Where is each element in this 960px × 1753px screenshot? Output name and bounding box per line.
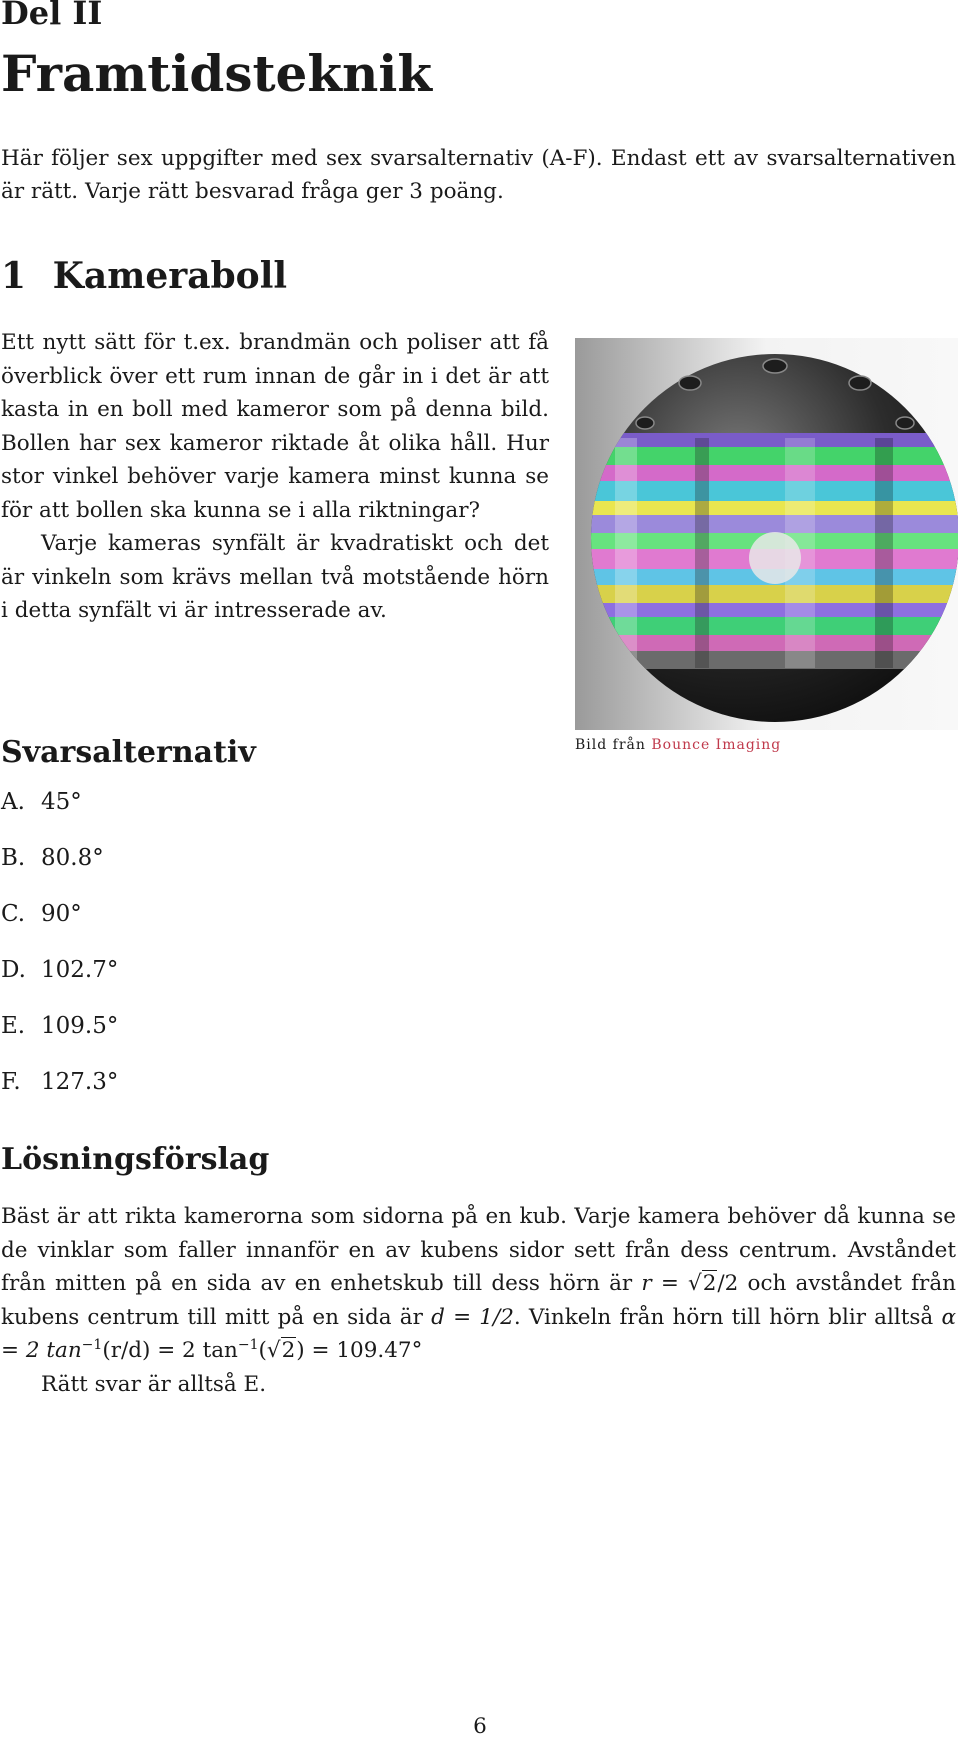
option-value: 102.7° xyxy=(41,957,119,983)
sqrt-symbol: √2 xyxy=(688,1271,717,1296)
sqrt-symbol-2: √2 xyxy=(266,1338,296,1363)
caption-text: Bild från xyxy=(575,737,646,753)
option-letter: E. xyxy=(1,1013,26,1039)
solution-heading: Lösningsförslag xyxy=(1,1142,270,1177)
answers-heading: Svarsalternativ xyxy=(1,735,256,770)
option-letter: D. xyxy=(1,957,26,983)
option-value: 109.5° xyxy=(41,1013,119,1039)
d-expression: d = 1/2 xyxy=(431,1304,514,1330)
option-letter: F. xyxy=(1,1069,21,1095)
section-title: Kameraboll xyxy=(52,255,288,297)
option-value: 90° xyxy=(41,901,82,927)
answer-option-e xyxy=(1,1013,118,1041)
sqrt-radicand: 2 xyxy=(702,1271,717,1296)
section-number: 1 xyxy=(1,255,27,297)
problem-text xyxy=(1,326,549,628)
solution-line-2: och avståndet från kubens centrum till mitt på en sida är xyxy=(1,1271,956,1330)
answer-option-a xyxy=(1,789,82,817)
option-letter: A. xyxy=(1,789,25,815)
camera-ball-photo xyxy=(575,338,958,730)
answer-option-f xyxy=(1,1069,118,1097)
alpha-expression: α = 2 tan xyxy=(1,1304,956,1363)
answer-option-d xyxy=(1,957,118,985)
problem-paragraph-2: Varje kameras synfält är kvadratiskt och det är vinkeln som krävs mellan två motstående hörn i detta synfält vi är intresserade av. xyxy=(1,531,549,623)
alpha-argument: (r/d) = 2 tan xyxy=(102,1338,238,1363)
figure-caption xyxy=(575,737,781,754)
solution-line-3: . Vinkeln från hörn till hörn blir alltså xyxy=(513,1304,934,1330)
solution-line-1: Bäst är att rikta kamerorna som sidorna på en kub. Varje kamera behöver då kunna se de vinklar som faller innanför en av kubens sidor sett från dess centrum. Avståndet från mitten på en sida av en enhetskub till dess hörn är xyxy=(1,1204,956,1296)
section-heading xyxy=(1,255,287,298)
page-number: 6 xyxy=(473,1714,487,1739)
alpha-open-paren: ( xyxy=(258,1338,267,1363)
inverse-exponent: −1 xyxy=(81,1336,103,1353)
intro-paragraph: Här följer sex uppgifter med sex svarsalternativ (A-F). Endast ett av svarsalternativen är rätt. Varje rätt besvarad fråga ger 3 poäng. xyxy=(1,146,956,204)
option-value: 45° xyxy=(41,789,82,815)
r-tail: /2 xyxy=(717,1271,739,1296)
option-value: 127.3° xyxy=(41,1069,119,1095)
option-letter: B. xyxy=(1,845,26,871)
option-letter: C. xyxy=(1,901,26,927)
alpha-result: ) = 109.47° xyxy=(296,1338,423,1363)
caption-source-link[interactable]: Bounce Imaging xyxy=(651,737,782,753)
answer-option-c xyxy=(1,901,82,929)
problem-paragraph-1: Ett nytt sätt för t.ex. brandmän och poliser att få överblick över ett rum innan de går in i det är att kasta in en boll med kameror som på denna bild. Bollen har sex kameror riktade åt olika håll. Hur stor vinkel behöver varje kamera minst kunna se för att bollen ska kunna se i alla riktningar? xyxy=(1,330,549,523)
option-value: 80.8° xyxy=(41,845,104,871)
solution-text xyxy=(1,1200,956,1401)
part-title: Framtidsteknik xyxy=(1,44,433,103)
r-expression: r = xyxy=(641,1271,679,1296)
answer-option-b xyxy=(1,845,104,873)
inverse-exponent-2: −1 xyxy=(237,1336,259,1353)
sqrt-radicand-2: 2 xyxy=(281,1338,296,1363)
solution-paragraph xyxy=(1,1200,956,1368)
part-label: Del II xyxy=(1,0,103,32)
answer-conclusion: Rätt svar är alltså E. xyxy=(41,1371,267,1397)
